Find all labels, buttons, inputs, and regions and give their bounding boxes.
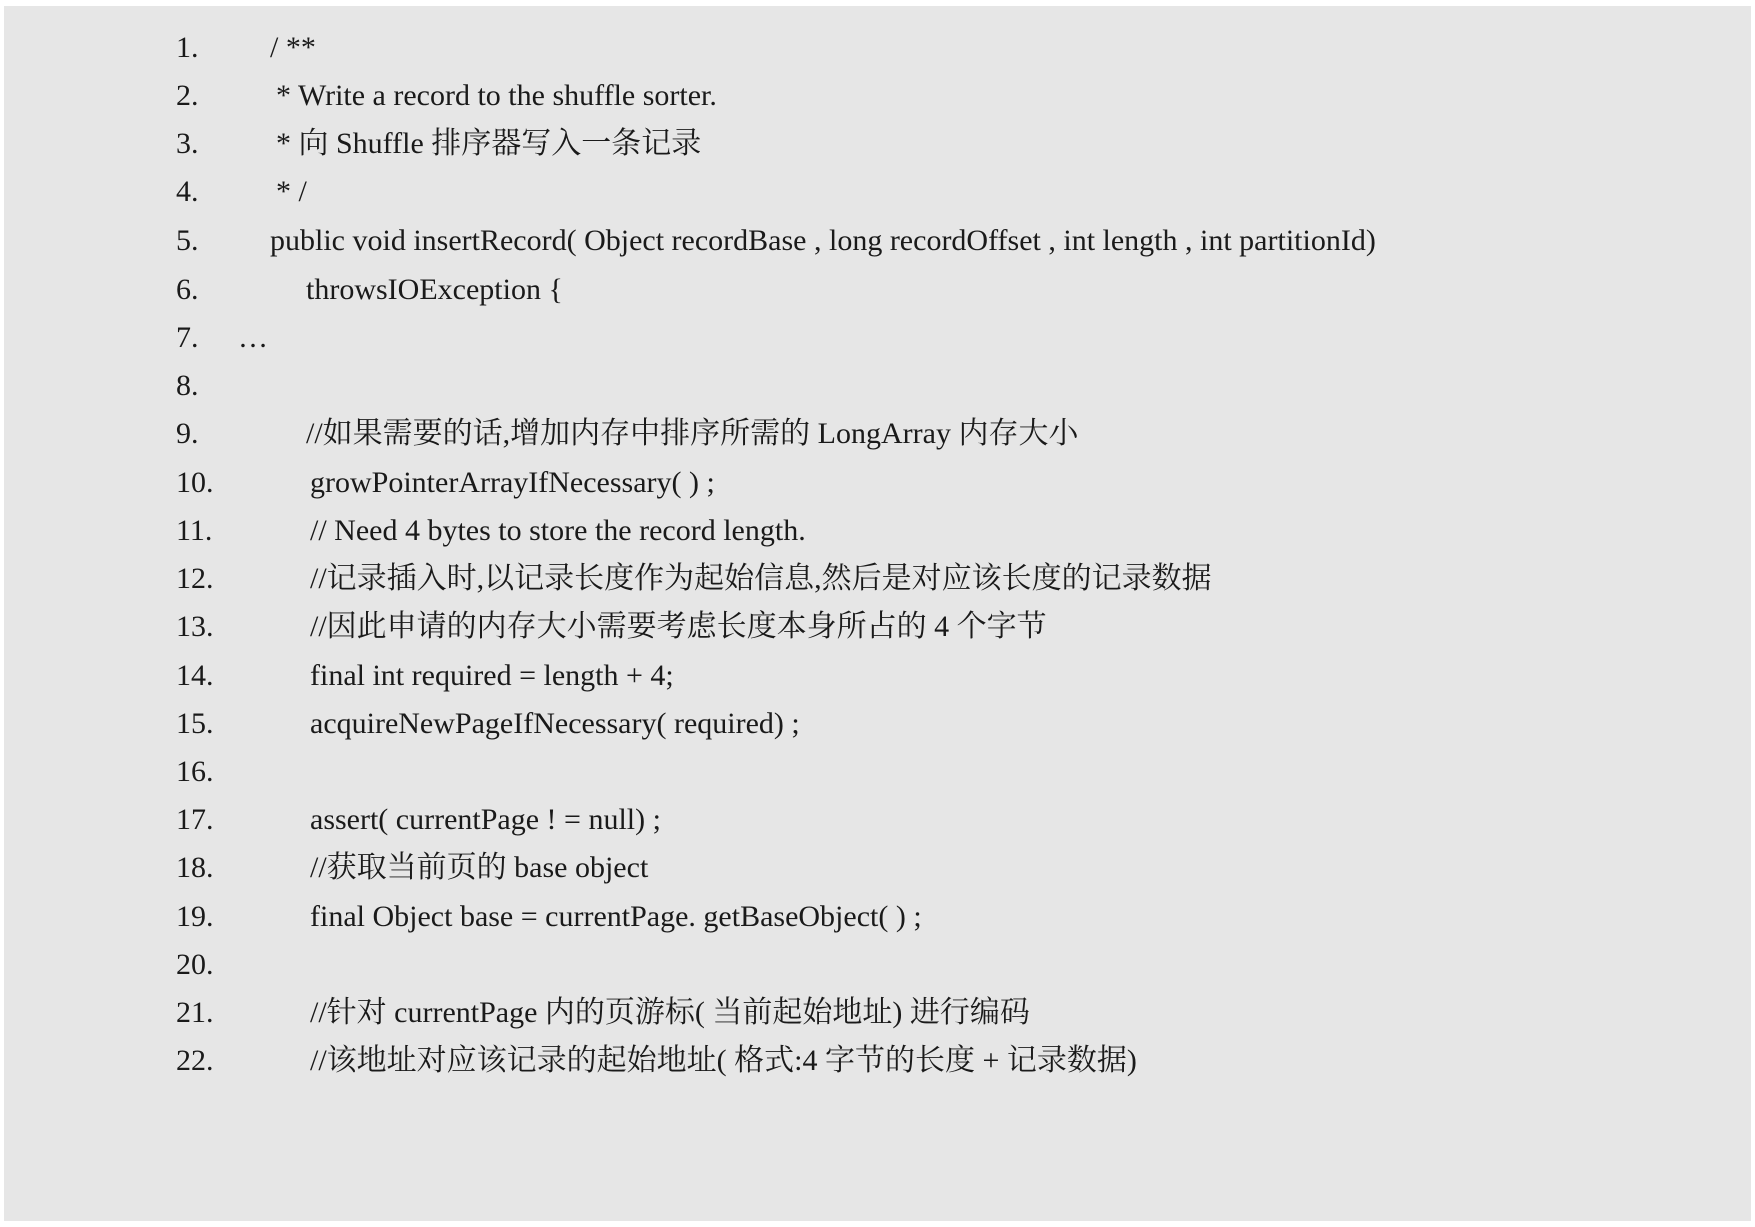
code-line [4, 656, 1751, 696]
code-line [4, 414, 1751, 454]
code-line [4, 559, 1751, 599]
line-number: 18. [176, 851, 214, 884]
code-line [4, 1041, 1751, 1081]
line-number: 9. [176, 417, 199, 450]
code-line [4, 704, 1751, 744]
code-text: // Need 4 bytes to store the record length. [310, 514, 806, 547]
line-number: 19. [176, 900, 214, 933]
code-line [4, 511, 1751, 551]
line-number: 16. [176, 755, 214, 788]
code-line [4, 463, 1751, 503]
code-line [4, 607, 1751, 647]
code-text: final Object base = currentPage. getBaseObject( ) ; [310, 900, 922, 933]
code-text: public void insertRecord( Object recordBase , long recordOffset , int length , int partitionId) [270, 224, 1376, 257]
code-line [4, 318, 1751, 358]
code-text: acquireNewPageIfNecessary( required) ; [310, 707, 800, 740]
line-number: 15. [176, 707, 214, 740]
line-number: 21. [176, 996, 214, 1029]
line-number: 13. [176, 610, 214, 643]
code-text: throwsIOException { [306, 273, 563, 306]
code-text: * / [276, 175, 307, 208]
code-line [4, 848, 1751, 888]
line-number: 3. [176, 127, 199, 160]
code-text: * Write a record to the shuffle sorter. [276, 79, 717, 112]
code-text: //针对 currentPage 内的页游标( 当前起始地址) 进行编码 [310, 996, 1030, 1029]
code-line [4, 76, 1751, 116]
code-text: final int required = length + 4; [310, 659, 674, 692]
line-number: 4. [176, 175, 199, 208]
line-number: 2. [176, 79, 199, 112]
code-line [4, 366, 1751, 406]
line-number: 8. [176, 369, 199, 402]
code-line [4, 752, 1751, 792]
code-text: //因此申请的内存大小需要考虑长度本身所占的 4 个字节 [310, 610, 1047, 643]
code-text: //获取当前页的 base object [310, 851, 649, 884]
code-line [4, 124, 1751, 164]
code-line [4, 28, 1751, 68]
line-number: 10. [176, 466, 214, 499]
line-number: 20. [176, 948, 214, 981]
code-text: //如果需要的话,增加内存中排序所需的 LongArray 内存大小 [306, 417, 1079, 450]
code-line [4, 800, 1751, 840]
line-number: 12. [176, 562, 214, 595]
code-text: assert( currentPage ! = null) ; [310, 803, 661, 836]
code-line [4, 945, 1751, 985]
code-text: //记录插入时,以记录长度作为起始信息,然后是对应该长度的记录数据 [310, 562, 1212, 595]
line-number: 22. [176, 1044, 214, 1077]
line-number: 17. [176, 803, 214, 836]
line-number: 11. [176, 514, 213, 547]
line-number: 6. [176, 273, 199, 306]
code-line [4, 897, 1751, 937]
code-text: growPointerArrayIfNecessary( ) ; [310, 466, 715, 499]
code-line [4, 221, 1751, 261]
code-text: / ** [270, 31, 316, 64]
code-line [4, 172, 1751, 212]
code-text: … [238, 321, 268, 354]
line-number: 14. [176, 659, 214, 692]
code-line [4, 993, 1751, 1033]
line-number: 7. [176, 321, 199, 354]
code-text: //该地址对应该记录的起始地址( 格式:4 字节的长度 + 记录数据) [310, 1044, 1137, 1077]
line-number: 5. [176, 224, 199, 257]
code-text: * 向 Shuffle 排序器写入一条记录 [276, 127, 702, 160]
code-block [4, 6, 1751, 1221]
code-line [4, 270, 1751, 310]
line-number: 1. [176, 31, 199, 64]
